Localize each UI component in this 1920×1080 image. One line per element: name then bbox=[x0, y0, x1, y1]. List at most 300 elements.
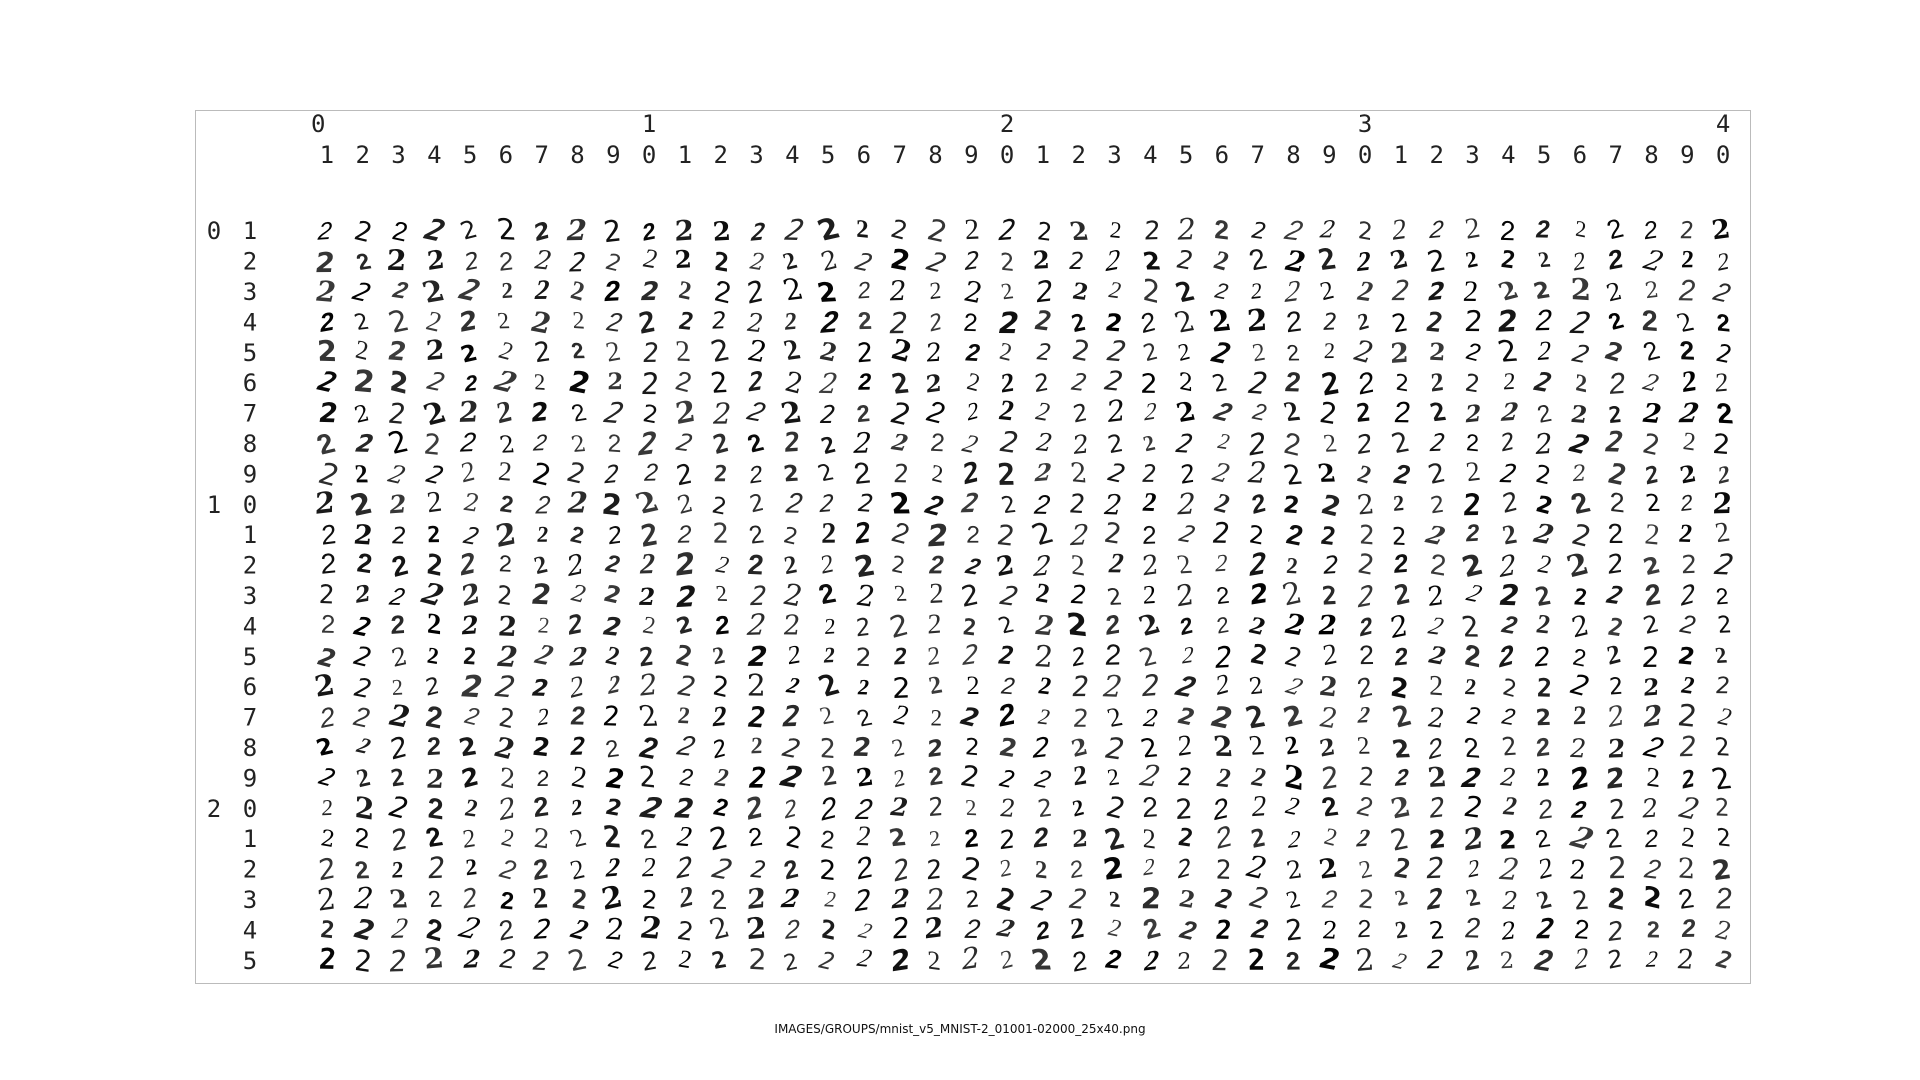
digit-cell: 2 bbox=[779, 883, 802, 914]
digit-cell: 2 bbox=[1394, 763, 1410, 791]
digit-cell: 2 bbox=[1640, 793, 1660, 825]
digit-cell: 2 bbox=[1030, 367, 1053, 398]
digit-cell: 2 bbox=[640, 276, 660, 308]
digit-cell: 2 bbox=[1602, 822, 1625, 854]
digit-cell: 2 bbox=[639, 547, 656, 581]
digit-cell: 2 bbox=[642, 611, 656, 641]
digit-cell: 2 bbox=[388, 364, 410, 402]
digit-cell: 2 bbox=[1000, 793, 1016, 824]
digit-cell: 2 bbox=[1389, 337, 1410, 370]
digit-cell: 2 bbox=[709, 947, 730, 975]
digit-cell: 2 bbox=[1530, 518, 1557, 552]
digit-cell: 2 bbox=[1391, 852, 1414, 886]
digit-cell: 2 bbox=[1071, 703, 1090, 733]
digit-cell: 2 bbox=[1280, 396, 1304, 428]
digit-cell: 2 bbox=[353, 459, 370, 489]
digit-cell: 2 bbox=[743, 395, 770, 428]
digit-cell: 2 bbox=[1499, 916, 1518, 946]
digit-cell: 2 bbox=[856, 369, 874, 396]
digit-cell: 2 bbox=[963, 913, 982, 944]
digit-cell: 2 bbox=[1389, 734, 1414, 764]
digit-cell: 2 bbox=[598, 213, 626, 249]
row-header-unit: 7 bbox=[242, 399, 258, 428]
digit-cell: 2 bbox=[851, 547, 879, 585]
digit-cell: 2 bbox=[353, 580, 373, 609]
digit-cell: 2 bbox=[1679, 729, 1697, 764]
digit-cell: 2 bbox=[1105, 392, 1127, 430]
digit-cell: 2 bbox=[1282, 426, 1303, 464]
digit-cell: 2 bbox=[318, 307, 336, 338]
column-header-unit: 6 bbox=[1572, 141, 1588, 169]
digit-cell: 2 bbox=[385, 396, 409, 431]
digit-cell: 2 bbox=[606, 369, 624, 396]
digit-cell: 2 bbox=[492, 669, 518, 705]
digit-cell: 2 bbox=[387, 489, 408, 520]
digit-cell: 2 bbox=[1249, 277, 1264, 304]
digit-cell: 2 bbox=[787, 639, 801, 671]
digit-cell: 2 bbox=[1569, 338, 1594, 370]
column-header-unit: 5 bbox=[462, 141, 478, 169]
digit-cell: 2 bbox=[711, 216, 732, 248]
digit-cell: 2 bbox=[1065, 606, 1090, 645]
digit-cell: 2 bbox=[1138, 791, 1162, 824]
digit-cell: 2 bbox=[605, 794, 623, 823]
digit-cell: 2 bbox=[425, 485, 444, 520]
digit-cell: 2 bbox=[1355, 732, 1372, 760]
digit-cell: 2 bbox=[1107, 886, 1122, 913]
digit-cell: 2 bbox=[1569, 796, 1588, 824]
digit-cell: 2 bbox=[1216, 428, 1232, 455]
digit-cell: 2 bbox=[673, 611, 696, 641]
digit-cell: 2 bbox=[1712, 516, 1733, 550]
digit-cell: 2 bbox=[417, 575, 448, 614]
digit-cell: 2 bbox=[353, 732, 375, 759]
digit-cell: 2 bbox=[928, 791, 944, 823]
digit-cell: 2 bbox=[1680, 914, 1698, 944]
digit-cell: 2 bbox=[534, 765, 551, 791]
digit-cell: 2 bbox=[423, 244, 449, 277]
digit-cell: 2 bbox=[1643, 578, 1663, 613]
digit-cell: 2 bbox=[568, 248, 587, 279]
digit-cell: 2 bbox=[923, 882, 947, 917]
digit-cell: 2 bbox=[1281, 792, 1305, 821]
digit-cell: 2 bbox=[569, 759, 590, 796]
digit-cell: 2 bbox=[781, 854, 801, 886]
digit-cell: 2 bbox=[1395, 369, 1410, 398]
digit-cell: 2 bbox=[818, 367, 840, 401]
digit-cell: 2 bbox=[1562, 546, 1593, 586]
digit-cell: 2 bbox=[1644, 916, 1662, 943]
digit-cell: 2 bbox=[348, 276, 375, 308]
digit-cell: 2 bbox=[1675, 944, 1696, 976]
digit-cell: 2 bbox=[1318, 610, 1338, 642]
row-header-unit: 1 bbox=[242, 825, 258, 854]
digit-cell: 2 bbox=[1281, 213, 1307, 247]
digit-cell: 2 bbox=[1679, 577, 1697, 612]
digit-cell: 2 bbox=[529, 852, 552, 886]
digit-cells bbox=[308, 211, 1736, 979]
column-header-unit: 3 bbox=[749, 141, 764, 169]
digit-cell: 2 bbox=[497, 430, 517, 459]
digit-cell: 2 bbox=[531, 946, 551, 977]
column-header-unit: 6 bbox=[498, 141, 514, 169]
digit-cell: 2 bbox=[1105, 428, 1126, 460]
digit-cell: 2 bbox=[1137, 758, 1164, 794]
digit-cell: 2 bbox=[705, 910, 734, 947]
digit-cell: 2 bbox=[1499, 611, 1520, 640]
digit-cell: 2 bbox=[671, 244, 696, 274]
digit-cell: 2 bbox=[390, 857, 406, 884]
digit-cell: 2 bbox=[1498, 703, 1520, 730]
digit-cell: 2 bbox=[348, 700, 375, 734]
digit-cell: 2 bbox=[1356, 245, 1372, 278]
digit-cell: 2 bbox=[749, 733, 765, 760]
digit-cell: 2 bbox=[1714, 247, 1732, 277]
column-header-unit: 5 bbox=[1178, 141, 1194, 169]
digit-cell: 2 bbox=[387, 697, 412, 735]
digit-cell: 2 bbox=[1031, 764, 1054, 795]
digit-cell: 2 bbox=[676, 702, 692, 730]
digit-cell: 2 bbox=[496, 550, 514, 577]
digit-cell: 2 bbox=[1179, 458, 1196, 490]
digit-cell: 2 bbox=[744, 823, 767, 853]
digit-cell: 2 bbox=[816, 759, 842, 793]
digit-cell: 2 bbox=[887, 332, 916, 369]
digit-cell: 2 bbox=[1390, 916, 1412, 945]
digit-cell: 2 bbox=[1714, 673, 1731, 700]
digit-cell: 2 bbox=[676, 307, 697, 336]
digit-cell: 2 bbox=[321, 794, 334, 821]
digit-cell: 2 bbox=[1716, 611, 1733, 639]
digit-cell: 2 bbox=[961, 308, 979, 338]
digit-cell: 2 bbox=[1172, 577, 1198, 614]
digit-cell: 2 bbox=[351, 672, 374, 705]
digit-cell: 2 bbox=[746, 547, 766, 581]
digit-cell: 2 bbox=[600, 581, 625, 610]
digit-cell: 2 bbox=[997, 673, 1019, 701]
digit-cell: 2 bbox=[745, 607, 768, 642]
digit-cell: 2 bbox=[1352, 397, 1375, 428]
digit-cell: 2 bbox=[1280, 912, 1307, 948]
digit-cell: 2 bbox=[1069, 825, 1092, 854]
digit-cell: 2 bbox=[635, 517, 664, 554]
digit-cell: 2 bbox=[749, 761, 767, 795]
digit-cell: 2 bbox=[1134, 607, 1165, 643]
digit-cell: 2 bbox=[1390, 274, 1411, 308]
digit-cell: 2 bbox=[389, 912, 410, 945]
digit-cell: 2 bbox=[779, 577, 807, 614]
column-header-tens: 3 bbox=[1357, 111, 1373, 138]
digit-cell: 2 bbox=[1710, 276, 1735, 309]
digit-cell: 2 bbox=[743, 428, 768, 459]
digit-cell: 2 bbox=[1570, 644, 1588, 673]
image-caption: IMAGES/GROUPS/mnist_v5_MNIST-2_01001-02000_25x40.png bbox=[774, 1022, 1146, 1036]
digit-cell: 2 bbox=[926, 277, 944, 305]
digit-cell: 2 bbox=[888, 276, 908, 308]
digit-cell: 2 bbox=[1388, 607, 1409, 646]
digit-cell: 2 bbox=[426, 642, 440, 671]
digit-cell: 2 bbox=[1313, 274, 1339, 306]
digit-cell: 2 bbox=[886, 823, 909, 853]
digit-cell: 2 bbox=[781, 522, 801, 551]
digit-cell: 2 bbox=[928, 577, 944, 610]
digit-cell: 2 bbox=[777, 394, 805, 431]
digit-cell: 2 bbox=[886, 734, 910, 763]
digit-cell: 2 bbox=[1137, 733, 1162, 765]
digit-cell: 2 bbox=[1534, 704, 1553, 732]
digit-cell: 2 bbox=[819, 400, 837, 430]
digit-cell: 2 bbox=[567, 669, 587, 705]
digit-cell: 2 bbox=[1034, 273, 1056, 310]
digit-cell: 2 bbox=[1283, 885, 1304, 915]
digit-cell: 2 bbox=[785, 913, 800, 945]
digit-cell: 2 bbox=[534, 491, 552, 520]
digit-cell: 2 bbox=[1607, 850, 1628, 887]
digit-cell: 2 bbox=[1069, 367, 1089, 397]
row-header-unit: 3 bbox=[242, 886, 258, 914]
digit-cell: 2 bbox=[1067, 215, 1092, 246]
digit-cell: 2 bbox=[563, 853, 590, 886]
digit-cell: 2 bbox=[353, 215, 373, 250]
digit-cell: 2 bbox=[638, 582, 656, 611]
digit-cell: 2 bbox=[1170, 304, 1200, 340]
digit-cell: 2 bbox=[496, 853, 520, 886]
digit-cell: 2 bbox=[1318, 581, 1342, 612]
digit-cell: 2 bbox=[1426, 306, 1443, 340]
digit-cell: 2 bbox=[998, 278, 1016, 306]
digit-cell: 2 bbox=[384, 303, 414, 340]
digit-cell: 2 bbox=[996, 394, 1018, 428]
digit-cell: 2 bbox=[922, 246, 951, 280]
digit-cell: 2 bbox=[1072, 758, 1088, 792]
column-header-unit: 9 bbox=[606, 141, 621, 169]
column-header-tens: 1 bbox=[641, 111, 657, 138]
digit-cell: 2 bbox=[924, 394, 948, 431]
digit-cell: 2 bbox=[320, 825, 336, 854]
digit-cell: 2 bbox=[570, 884, 589, 917]
digit-cell: 2 bbox=[672, 820, 697, 853]
digit-cell: 2 bbox=[744, 910, 768, 947]
digit-cell: 2 bbox=[1465, 430, 1480, 458]
digit-cell: 2 bbox=[353, 857, 371, 885]
digit-cell: 2 bbox=[744, 333, 771, 369]
digit-cell: 2 bbox=[386, 641, 413, 673]
digit-cell: 2 bbox=[711, 700, 728, 734]
digit-cell: 2 bbox=[426, 607, 442, 642]
digit-cell: 2 bbox=[1280, 641, 1306, 675]
digit-cell: 2 bbox=[493, 516, 518, 556]
column-header-unit: 0 bbox=[999, 141, 1015, 169]
digit-cell: 2 bbox=[964, 794, 978, 821]
digit-cell: 2 bbox=[958, 428, 982, 459]
digit-cell: 2 bbox=[422, 459, 448, 491]
digit-cell: 2 bbox=[312, 642, 342, 674]
digit-cell: 2 bbox=[1284, 366, 1302, 398]
digit-cell: 2 bbox=[316, 334, 338, 369]
row-header-unit: 5 bbox=[242, 946, 258, 975]
digit-cell: 2 bbox=[424, 732, 444, 762]
digit-cell: 2 bbox=[1646, 760, 1661, 794]
digit-cell: 2 bbox=[1534, 673, 1555, 704]
digit-cell: 2 bbox=[602, 701, 621, 733]
digit-cell: 2 bbox=[816, 548, 837, 580]
digit-cell: 2 bbox=[1715, 309, 1731, 338]
digit-cell: 2 bbox=[1606, 518, 1625, 550]
digit-cell: 2 bbox=[1247, 337, 1270, 367]
digit-cell: 2 bbox=[747, 365, 765, 399]
digit-cell: 2 bbox=[962, 454, 980, 492]
digit-cell: 2 bbox=[1463, 304, 1485, 339]
digit-cell: 2 bbox=[1391, 522, 1407, 552]
digit-cell: 2 bbox=[1140, 429, 1158, 457]
column-header-unit: 7 bbox=[1608, 141, 1623, 169]
digit-cell: 2 bbox=[423, 672, 441, 702]
digit-cell: 2 bbox=[494, 212, 519, 247]
digit-cell: 2 bbox=[1714, 882, 1734, 916]
digit-cell: 2 bbox=[1314, 853, 1343, 886]
digit-cell: 2 bbox=[1356, 884, 1376, 915]
digit-cell: 2 bbox=[1284, 854, 1305, 886]
digit-cell: 2 bbox=[854, 943, 875, 973]
digit-cell: 2 bbox=[1707, 761, 1737, 798]
digit-cell: 2 bbox=[1427, 883, 1444, 917]
digit-cell: 2 bbox=[1032, 339, 1055, 367]
digit-cell: 2 bbox=[1676, 882, 1697, 915]
row-header-unit: 5 bbox=[242, 338, 258, 367]
digit-cell: 2 bbox=[1680, 821, 1697, 855]
digit-cell: 2 bbox=[314, 364, 341, 400]
digit-cell: 2 bbox=[1604, 638, 1623, 671]
digit-cell: 2 bbox=[814, 277, 840, 309]
digit-cell: 2 bbox=[1355, 915, 1374, 944]
column-header-unit: 2 bbox=[1429, 141, 1444, 169]
row-header-unit: 3 bbox=[242, 582, 258, 610]
digit-cell: 2 bbox=[1428, 337, 1447, 367]
digit-cell: 2 bbox=[995, 697, 1018, 734]
digit-cell: 2 bbox=[312, 484, 338, 521]
digit-cell: 2 bbox=[890, 911, 912, 946]
digit-cell: 2 bbox=[1642, 853, 1664, 885]
digit-cell: 2 bbox=[1247, 518, 1266, 551]
digit-cell: 2 bbox=[641, 242, 659, 275]
digit-cell: 2 bbox=[923, 854, 945, 887]
digit-cell: 2 bbox=[1605, 672, 1627, 701]
digit-cell: 2 bbox=[1533, 426, 1555, 462]
column-header-tens: 2 bbox=[999, 111, 1015, 138]
digit-cell: 2 bbox=[1243, 455, 1271, 490]
digit-cell: 2 bbox=[317, 941, 339, 976]
digit-cell: 2 bbox=[1499, 947, 1515, 975]
digit-cell: 2 bbox=[955, 578, 984, 614]
digit-cell: 2 bbox=[886, 306, 912, 341]
digit-cell: 2 bbox=[957, 701, 983, 733]
digit-cell: 2 bbox=[1177, 486, 1196, 522]
digit-cell: 2 bbox=[923, 911, 944, 946]
digit-cell: 2 bbox=[1210, 244, 1233, 277]
column-header-unit: 8 bbox=[570, 141, 585, 169]
digit-cell: 2 bbox=[676, 850, 693, 886]
digit-cell: 2 bbox=[677, 880, 696, 915]
digit-cell: 2 bbox=[1461, 275, 1480, 308]
digit-cell: 2 bbox=[1066, 855, 1087, 884]
digit-cell: 2 bbox=[1032, 820, 1050, 854]
digit-cell: 2 bbox=[1141, 549, 1159, 583]
digit-cell: 2 bbox=[1463, 368, 1482, 399]
digit-cell: 2 bbox=[385, 242, 408, 278]
digit-cell: 2 bbox=[458, 823, 479, 854]
digit-cell: 2 bbox=[779, 247, 801, 276]
digit-cell: 2 bbox=[1137, 368, 1161, 400]
digit-cell: 2 bbox=[530, 217, 554, 247]
digit-cell: 2 bbox=[1534, 852, 1557, 886]
digit-grid-svg bbox=[196, 111, 1752, 985]
digit-cell: 2 bbox=[1351, 332, 1377, 371]
digit-cell: 2 bbox=[1424, 641, 1451, 671]
digit-cell: 2 bbox=[1499, 577, 1520, 613]
digit-cell: 2 bbox=[389, 215, 411, 248]
digit-cell: 2 bbox=[1212, 486, 1232, 520]
digit-cell: 2 bbox=[1463, 246, 1480, 273]
digit-cell: 2 bbox=[780, 333, 804, 367]
digit-cell: 2 bbox=[889, 671, 914, 705]
digit-cell: 2 bbox=[671, 488, 699, 520]
digit-cell: 2 bbox=[1179, 884, 1196, 915]
digit-cell: 2 bbox=[605, 851, 622, 883]
digit-cell: 2 bbox=[1212, 667, 1232, 701]
digit-cell: 2 bbox=[1570, 270, 1592, 308]
column-header-unit: 6 bbox=[1214, 141, 1230, 169]
digit-cell: 2 bbox=[1323, 337, 1336, 364]
digit-cell: 2 bbox=[1608, 612, 1624, 643]
digit-cell: 2 bbox=[425, 850, 448, 886]
digit-cell: 2 bbox=[1714, 366, 1729, 398]
digit-cell: 2 bbox=[463, 943, 482, 974]
digit-cell: 2 bbox=[1710, 854, 1734, 888]
digit-cell: 2 bbox=[1568, 517, 1596, 554]
digit-cell: 2 bbox=[568, 274, 588, 307]
digit-cell: 2 bbox=[1175, 948, 1194, 975]
digit-cell: 2 bbox=[1216, 761, 1232, 794]
digit-cell: 2 bbox=[1135, 641, 1162, 673]
digit-cell: 2 bbox=[1315, 734, 1340, 763]
digit-cell: 2 bbox=[566, 212, 588, 248]
column-header-unit: 0 bbox=[641, 141, 657, 169]
digit-cell: 2 bbox=[1070, 548, 1086, 583]
digit-cell: 2 bbox=[384, 459, 410, 491]
column-header-unit: 2 bbox=[1071, 141, 1086, 169]
digit-cell: 2 bbox=[1535, 762, 1551, 793]
digit-cell: 2 bbox=[1499, 762, 1518, 793]
column-headers bbox=[311, 111, 1730, 169]
digit-cell: 2 bbox=[782, 610, 802, 642]
digit-cell: 2 bbox=[1070, 278, 1091, 307]
digit-cell: 2 bbox=[704, 820, 734, 858]
digit-cell: 2 bbox=[743, 668, 770, 704]
digit-cell: 2 bbox=[1103, 701, 1126, 733]
digit-cell: 2 bbox=[1035, 216, 1054, 247]
digit-cell: 2 bbox=[456, 305, 481, 339]
digit-cell: 2 bbox=[779, 271, 808, 308]
digit-cell: 2 bbox=[782, 212, 807, 248]
digit-cell: 2 bbox=[497, 455, 514, 487]
digit-cell: 2 bbox=[1574, 215, 1588, 243]
digit-cell: 2 bbox=[1317, 760, 1343, 797]
digit-cell: 2 bbox=[855, 917, 876, 944]
digit-cell: 2 bbox=[391, 523, 407, 550]
digit-cell: 2 bbox=[1499, 517, 1520, 551]
digit-cell: 2 bbox=[1604, 579, 1626, 611]
digit-cell: 2 bbox=[459, 609, 481, 641]
